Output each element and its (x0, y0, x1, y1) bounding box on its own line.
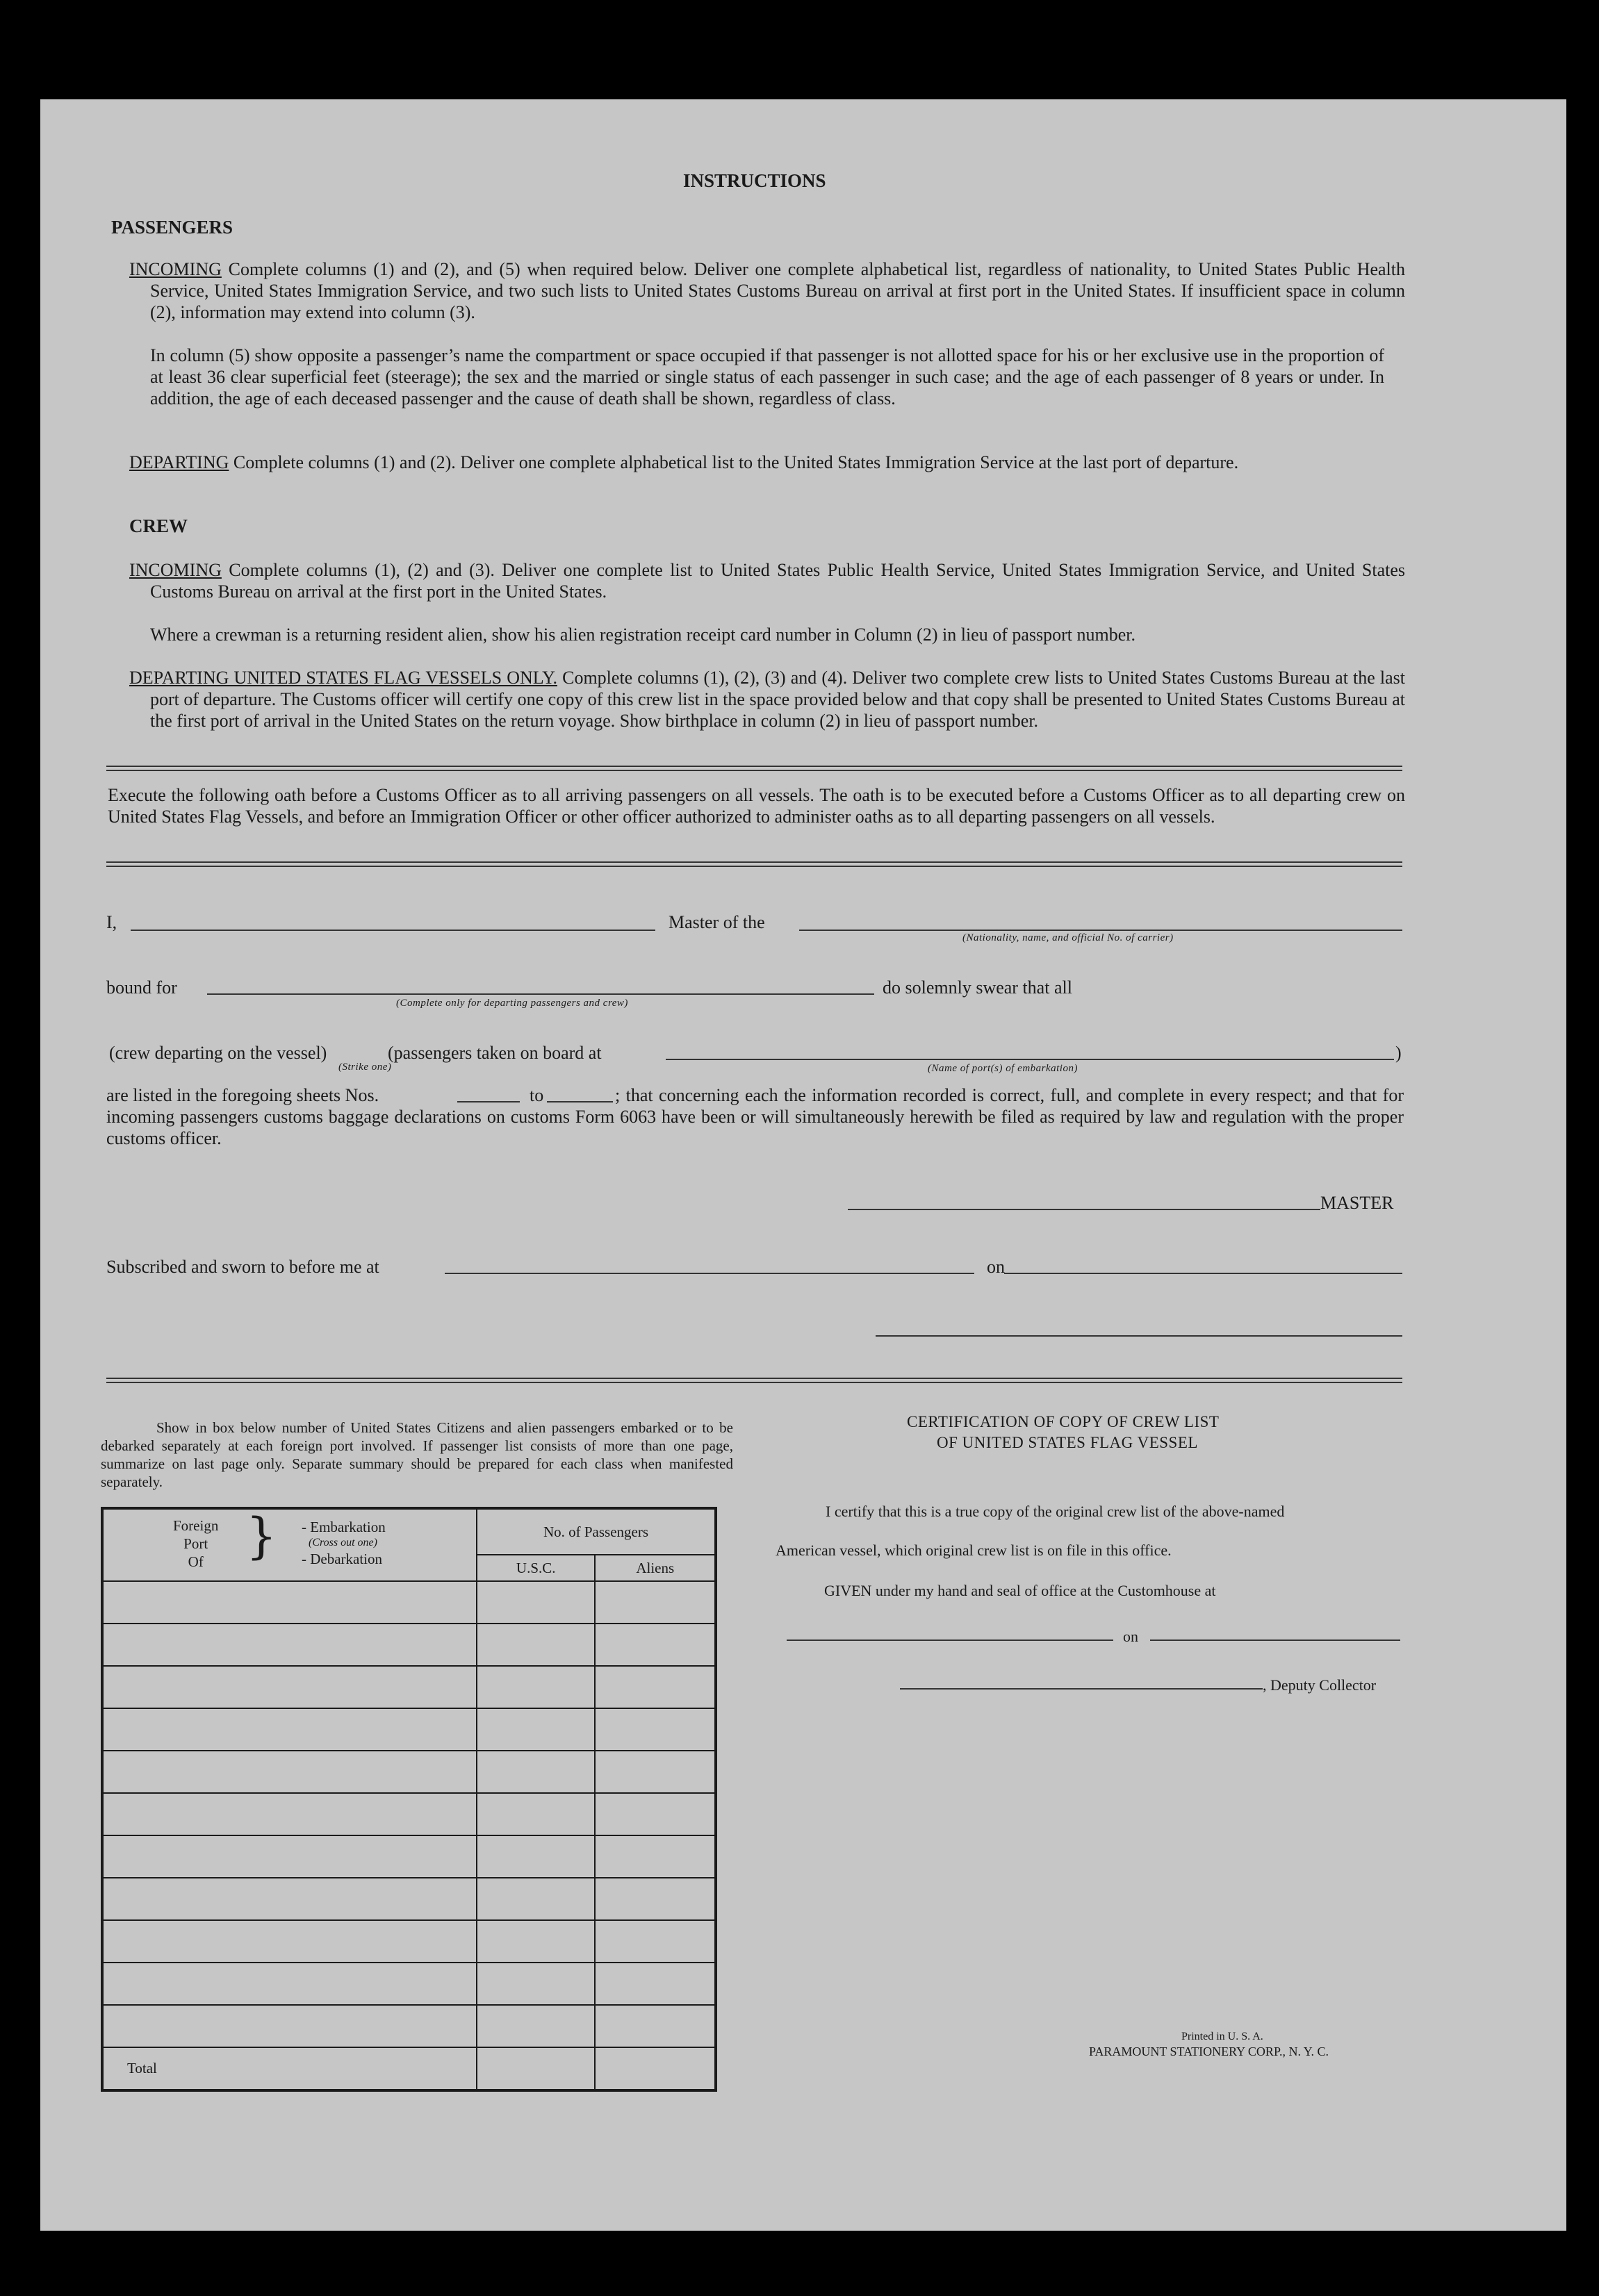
crew-departing-option[interactable]: (crew departing on the vessel) (109, 1043, 327, 1063)
brace-icon: } (246, 1508, 277, 1564)
printer-name: PARAMOUNT STATIONERY CORP., N. Y. C. (1089, 2045, 1329, 2058)
sworn-on-label: on (987, 1257, 1005, 1277)
usc-cell[interactable] (477, 1793, 596, 1835)
usc-cell[interactable] (477, 1878, 596, 1920)
summary-row (102, 1708, 716, 1751)
no-passengers-header: No. of Passengers (477, 1508, 716, 1555)
printed-in-usa: Printed in U. S. A. (1181, 2031, 1263, 2042)
passengers-departing-lead: DEPARTING (129, 452, 229, 472)
deputy-collector-label: , Deputy Collector (1263, 1676, 1377, 1694)
crew-heading: CREW (129, 515, 188, 536)
certification-title-2: OF UNITED STATES FLAG VESSEL (937, 1434, 1198, 1451)
crew-departing-lead: DEPARTING UNITED STATES FLAG VESSELS ONLY. (129, 668, 557, 688)
carrier-field[interactable] (799, 930, 1402, 931)
passengers-departing-paragraph (129, 452, 1405, 473)
usc-header: U.S.C. (477, 1555, 596, 1581)
summary-note: Show in box below number of United States Citizens and alien passengers embarked or to be debarked separately at each foreign port involved. If passenger list consists of more than one page, summarize on last page only. Separate summary should be prepared for each class when manifested separately. (101, 1419, 733, 1490)
summary-row (102, 1581, 716, 1624)
oath-i-label: I, (106, 912, 117, 932)
crew-departing-text: Complete columns (1), (2), (3) and (4). Deliver two complete crew lists to United States Customs Bureau at the last port of departure. The Customs officer will certify one copy of this crew list in the space provided below and that copy shall be presented to United States Customs Bureau at the first port of arrival in the United States on the return voyage. Show birthplace in column (2) in lieu of passport number. (150, 668, 1406, 731)
usc-cell[interactable] (477, 1624, 596, 1666)
total-aliens-cell[interactable] (595, 2047, 716, 2090)
usc-cell[interactable] (477, 1666, 596, 1708)
passengers-taken-option[interactable]: (passengers taken on board at (388, 1043, 602, 1063)
total-label: Total (102, 2047, 477, 2090)
strike-one-hint: (Strike one) (338, 1062, 392, 1073)
port-cell[interactable] (102, 1835, 477, 1878)
aliens-cell[interactable] (595, 1920, 716, 1963)
port-cell[interactable] (102, 1920, 477, 1963)
foreign-label: Foreign (173, 1517, 219, 1534)
bound-for-label: bound for (106, 977, 177, 998)
summary-row (102, 1878, 716, 1920)
cross-out-hint: (Cross out one) (309, 1537, 377, 1548)
embarkation-option[interactable]: - Embarkation (302, 1519, 386, 1535)
close-paren: ) (1395, 1043, 1402, 1063)
bound-for-hint: (Complete only for departing passengers and crew) (396, 998, 628, 1009)
aliens-cell[interactable] (595, 1666, 716, 1708)
customhouse-field[interactable] (787, 1640, 1113, 1641)
aliens-header: Aliens (595, 1555, 716, 1581)
master-signature-field[interactable] (848, 1209, 1320, 1210)
usc-cell[interactable] (477, 1751, 596, 1793)
port-cell[interactable] (102, 1963, 477, 2005)
ports-hint: (Name of port(s) of embarkation) (928, 1063, 1078, 1074)
summary-row (102, 1963, 716, 2005)
aliens-cell[interactable] (595, 1708, 716, 1751)
aliens-cell[interactable] (595, 1751, 716, 1793)
usc-cell[interactable] (477, 1581, 596, 1624)
port-cell[interactable] (102, 1581, 477, 1624)
port-cell[interactable] (102, 1624, 477, 1666)
passengers-incoming-lead: INCOMING (129, 259, 222, 279)
subscribed-label: Subscribed and sworn to before me at (106, 1257, 379, 1277)
certification-line-2: American vessel, which original crew list is on file in this office. (776, 1542, 1172, 1559)
master-of-label: Master of the (669, 912, 765, 932)
aliens-cell[interactable] (595, 2005, 716, 2047)
carrier-hint: (Nationality, name, and official No. of carrier) (962, 932, 1174, 943)
passengers-departing-text: Complete columns (1) and (2). Deliver one complete alphabetical list to the United States Immigration Service at the last port of departure. (233, 452, 1239, 472)
crew-resident-paragraph: Where a crewman is a returning resident alien, show his alien registration receipt card number in Column (2) in lieu of passport number. (150, 625, 1136, 645)
deputy-signature-field[interactable] (900, 1688, 1263, 1690)
summary-row (102, 1793, 716, 1835)
passengers-heading: PASSENGERS (111, 217, 233, 238)
debarkation-option[interactable]: - Debarkation (302, 1551, 383, 1567)
passengers-incoming-text: Complete columns (1) and (2), and (5) when required below. Deliver one complete alphabetical list, regardless of nationality, to United States Public Health Service, United States Immigration Service, and two such lists to United States Customs Bureau on arrival at first port in the United States. If insufficient space in column (2), information may extend into column (3). (150, 259, 1405, 322)
crew-departing-paragraph (129, 667, 1405, 732)
certification-title-1: CERTIFICATION OF COPY OF CREW LIST (907, 1413, 1220, 1430)
oath-body-text: ; that concerning each the information recorded is correct, full, and complete in every respect; and that for incoming passengers customs baggage declarations on customs Form 6063 have been or will simultaneously herewith be filed as required by law and regulation with the proper customs officer. (106, 1085, 1404, 1148)
crew-incoming-text: Complete columns (1), (2) and (3). Deliver one complete list to United States Public Health Service, United States Immigration Service, and United States Customs Bureau on arrival at the first port in the United States. (150, 560, 1406, 602)
certification-line-3: GIVEN under my hand and seal of office at the Customhouse at (824, 1582, 1216, 1599)
column5-paragraph: In column (5) show opposite a passenger’s name the compartment or space occupied if that passenger is not allotted space for his or her exclusive use in the proportion of at least 36 clear superficial feet (steerage); the sex and the married or single status of each passenger in such case; and the age of each passenger of 8 years or under. In addition, the age of each deceased passenger and the cause of death shall be shown, regardless of class. (150, 345, 1384, 408)
port-cell[interactable] (102, 1708, 477, 1751)
of-label: Of (188, 1553, 204, 1570)
summary-row (102, 1624, 716, 1666)
summary-row (102, 1920, 716, 1963)
divider-2 (106, 861, 1402, 867)
crew-incoming-paragraph (129, 559, 1405, 602)
summary-row (102, 1751, 716, 1793)
summary-row (102, 1835, 716, 1878)
master-label: MASTER (1320, 1193, 1394, 1213)
embarkation-port-field[interactable] (666, 1059, 1394, 1060)
sworn-place-field[interactable] (445, 1273, 974, 1274)
officer-signature-field[interactable] (876, 1335, 1402, 1337)
listed-label: are listed in the foregoing sheets Nos. (106, 1085, 379, 1105)
usc-cell[interactable] (477, 2005, 596, 2047)
certification-date-field[interactable] (1150, 1640, 1400, 1641)
usc-cell[interactable] (477, 1920, 596, 1963)
swear-text: do solemnly swear that all (883, 977, 1072, 998)
divider-3 (106, 1378, 1402, 1383)
oath-instruction: Execute the following oath before a Customs Officer as to all arriving passengers on all vessels. The oath is to be executed before a Customs Officer as to all departing crew on United States Flag Vessels, and before an Immigration Officer or other officer authorized to administer oaths as to all departing passengers on all vessels. (108, 785, 1405, 827)
aliens-cell[interactable] (595, 1835, 716, 1878)
port-cell[interactable] (102, 1666, 477, 1708)
total-usc-cell[interactable] (477, 2047, 596, 2090)
aliens-cell[interactable] (595, 1624, 716, 1666)
usc-cell[interactable] (477, 1835, 596, 1878)
aliens-cell[interactable] (595, 1878, 716, 1920)
summary-row (102, 2005, 716, 2047)
foreign-port-header (102, 1508, 477, 1581)
aliens-cell[interactable] (595, 1581, 716, 1624)
port-cell[interactable] (102, 1793, 477, 1835)
usc-cell[interactable] (477, 1708, 596, 1751)
certification-on-label: on (1123, 1628, 1138, 1645)
crew-incoming-lead: INCOMING (129, 560, 222, 580)
sworn-date-field[interactable] (1004, 1273, 1402, 1274)
bound-for-field[interactable] (207, 993, 874, 995)
certification-line-1: I certify that this is a true copy of the original crew list of the above-named (826, 1503, 1285, 1520)
page-title: INSTRUCTIONS (683, 170, 826, 191)
aliens-cell[interactable] (595, 1793, 716, 1835)
passenger-summary-table (101, 1507, 717, 2092)
usc-cell[interactable] (477, 1963, 596, 2005)
port-label: Port (183, 1535, 208, 1552)
listed-to-label: to (530, 1085, 544, 1105)
port-cell[interactable] (102, 1878, 477, 1920)
port-cell[interactable] (102, 1751, 477, 1793)
passengers-incoming-paragraph (129, 258, 1405, 323)
divider-1 (106, 766, 1402, 771)
summary-row (102, 1666, 716, 1708)
port-cell[interactable] (102, 2005, 477, 2047)
master-name-field[interactable] (131, 930, 655, 931)
aliens-cell[interactable] (595, 1963, 716, 2005)
